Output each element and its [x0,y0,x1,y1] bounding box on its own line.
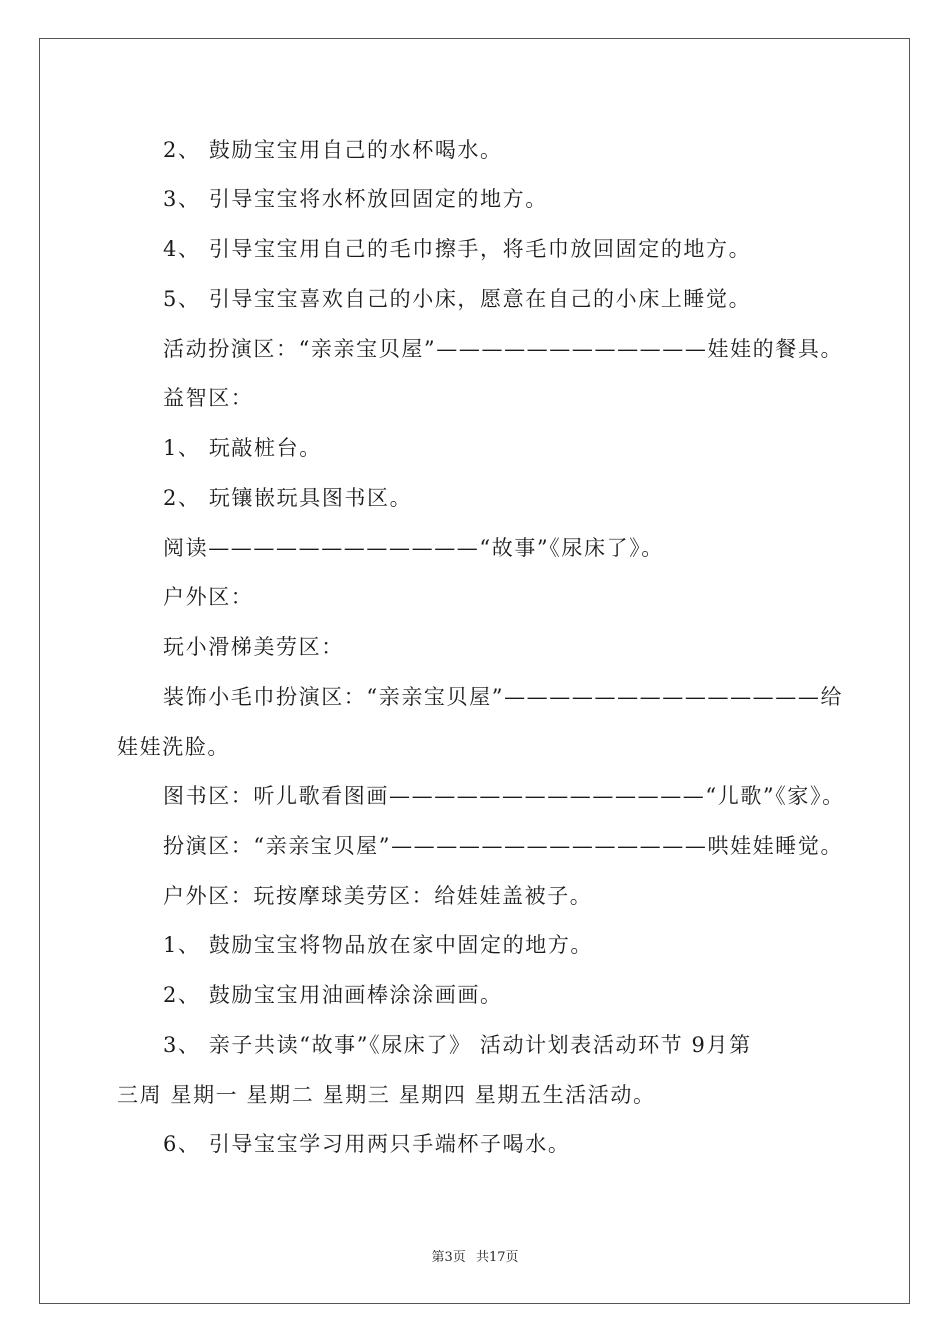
text-line: 1、 玩敲桩台。 [163,436,322,460]
text-line: 2、 鼓励宝宝用油画棒涂涂画画。 [163,983,503,1007]
text-line: 户外区：玩按摩球美劳区：给娃娃盖被子。 [163,884,593,908]
text-line: 装饰小毛巾扮演区：“亲亲宝贝屋”——————————————给 [163,685,844,709]
page-border [39,38,910,1304]
page-number: 第3页 [431,1250,466,1265]
text-line: 阅读————————————“故事”《尿床了》。 [163,536,664,560]
text-line: 户外区： [163,585,254,609]
text-line: 益智区： [163,386,254,410]
text-line: 三周 星期一 星期二 星期三 星期四 星期五生活活动。 [117,1083,656,1107]
text-line: 2、 玩镶嵌玩具图书区。 [163,486,413,510]
text-line: 扮演区：“亲亲宝贝屋”——————————————哄娃娃睡觉。 [163,834,844,858]
text-line: 图书区：听儿歌看图画——————————————“儿歌”《家》。 [163,784,845,808]
text-line: 2、 鼓励宝宝用自己的水杯喝水。 [163,138,503,162]
page-total: 共17页 [475,1250,519,1265]
text-line: 5、 引导宝宝喜欢自己的小床，愿意在自己的小床上睡觉。 [163,287,752,311]
text-line: 4、 引导宝宝用自己的毛巾擦手，将毛巾放回固定的地方。 [163,237,752,261]
text-line: 1、 鼓励宝宝将物品放在家中固定的地方。 [163,933,594,957]
text-line: 3、 引导宝宝将水杯放回固定的地方。 [163,187,548,211]
text-line: 3、 亲子共读“故事”《尿床了》 活动计划表活动环节 9月第 [163,1033,752,1057]
page-footer [0,1246,950,1265]
text-line: 娃娃洗脸。 [117,735,230,759]
text-line: 6、 引导宝宝学习用两只手端杯子喝水。 [163,1132,571,1156]
text-line: 活动扮演区：“亲亲宝贝屋”————————————娃娃的餐具。 [163,337,844,361]
text-line: 玩小滑梯美劳区： [163,635,344,659]
